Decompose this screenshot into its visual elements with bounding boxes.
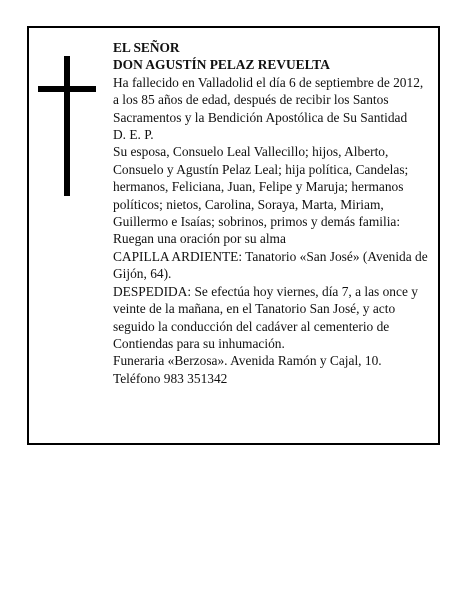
family-paragraph: Su esposa, Consuelo Leal Vallecillo; hijos, Alberto, Consuelo y Agustín Pelaz Leal; hija política, Candelas; hermanos, Feliciana, Juan, Felipe y Maruja; hermanos políticos; nietos, Carolina, Soraya, Marta, Miriam, Guillermo e Isaías; sobrinos, primos y demás familia:	[113, 144, 409, 230]
prayer-line: Ruegan una oración por su alma	[113, 231, 286, 247]
farewell-paragraph: DESPEDIDA: Se efectúa hoy viernes, día 7, a las once y veinte de la mañana, en el Tanatorio San José, y acto seguido la conducción del cadáver al cementerio de Contiendas para su inhumación.	[113, 283, 418, 351]
phone-line: Teléfono 983 351342	[113, 370, 228, 386]
obituary-text	[113, 39, 428, 387]
funeral-home-line: Funeraria «Berzosa». Avenida Ramón y Cajal, 10.	[113, 353, 382, 369]
chapel-paragraph: CAPILLA ARDIENTE: Tanatorio «San José» (Avenida de Gijón, 64).	[113, 248, 428, 282]
cross-icon	[64, 56, 70, 196]
cross-icon-bar	[38, 86, 96, 92]
heading-name: DON AGUSTÍN PELAZ REVUELTA	[113, 57, 330, 73]
death-paragraph: Ha fallecido en Valladolid el día 6 de septiembre de 2012, a los 85 años de edad, después de recibir los Santos Sacramentos y la Bendición Apostólica de Su Santidad	[113, 74, 424, 125]
heading-title: EL SEÑOR	[113, 40, 180, 55]
dep-line: D. E. P.	[113, 127, 154, 143]
